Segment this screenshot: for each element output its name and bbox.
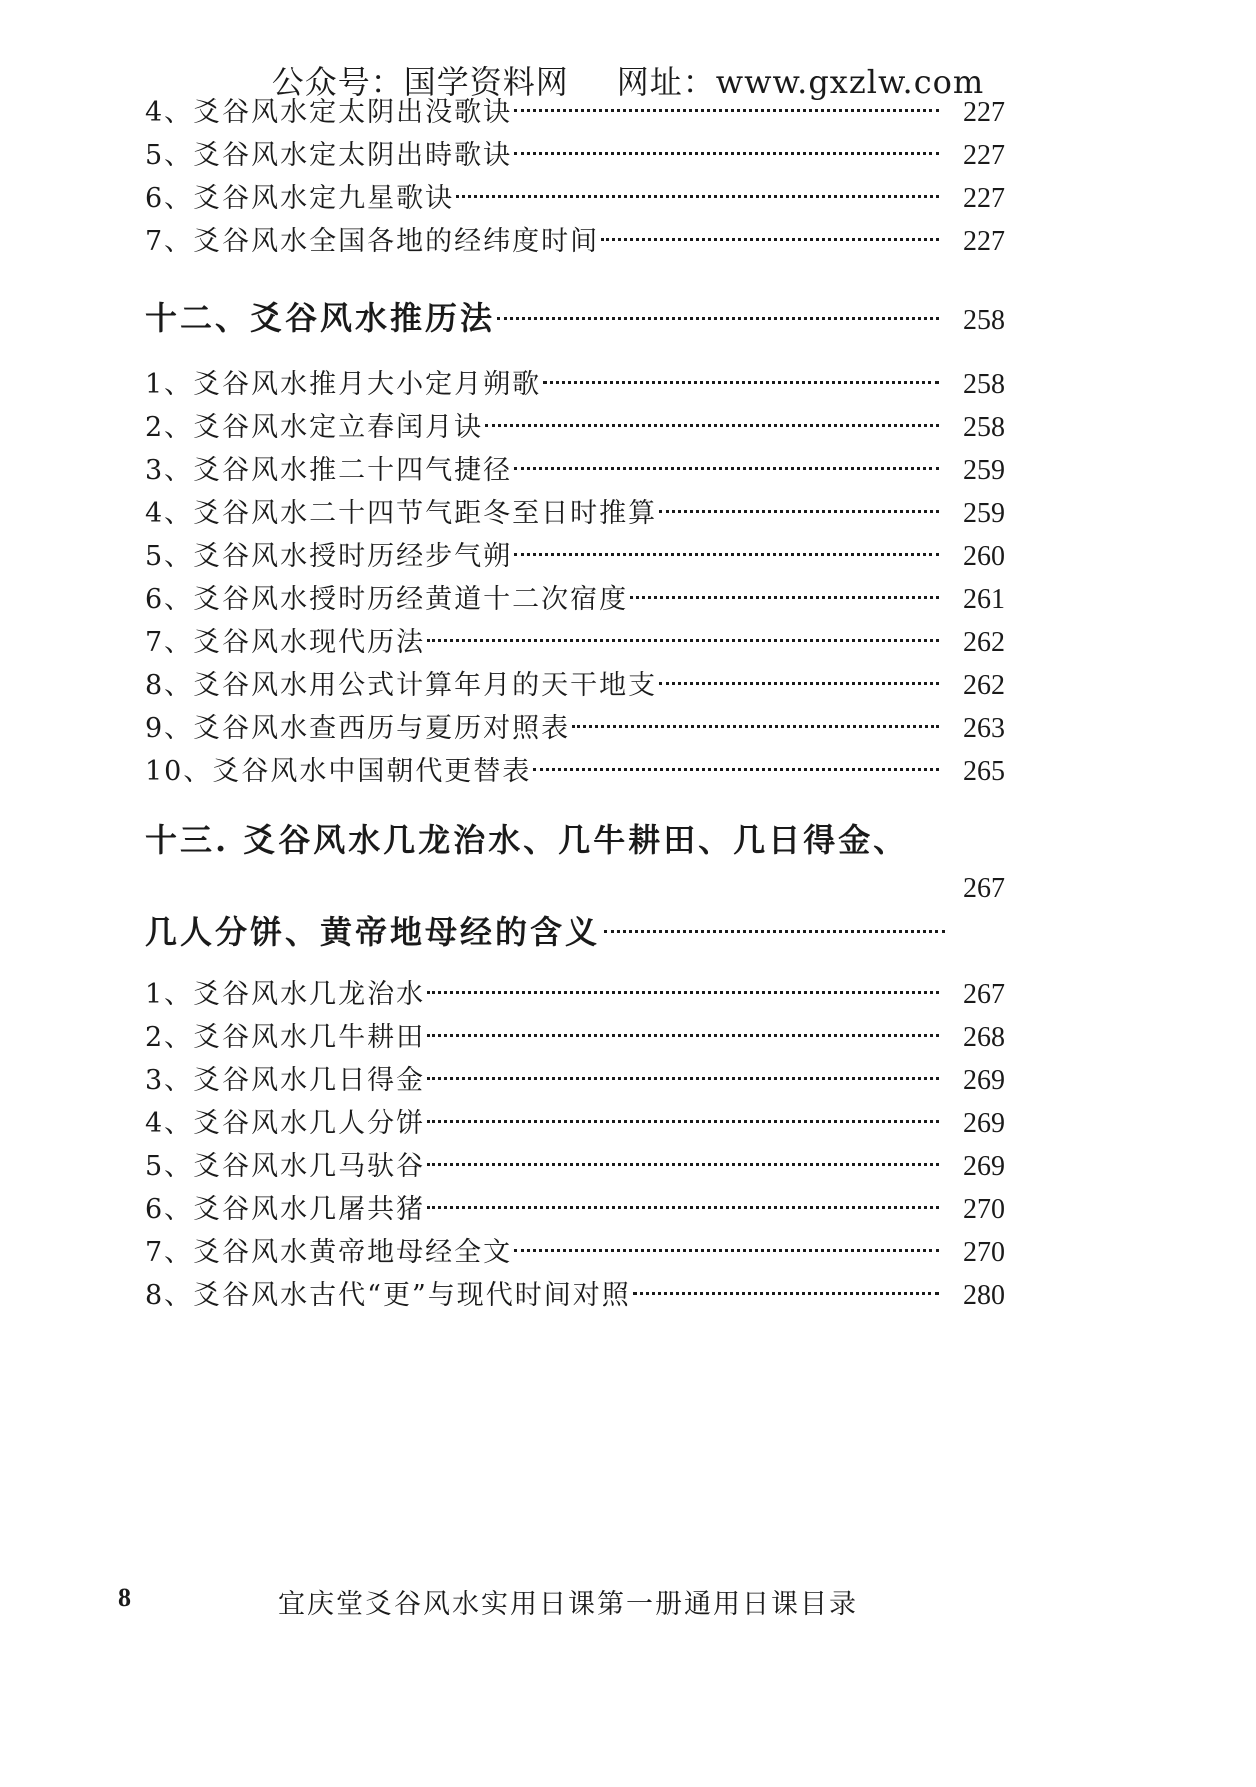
toc-section-heading [145,296,1005,340]
dot-leader [630,596,939,599]
toc-entry-page: 258 [963,412,1005,443]
toc-entry-page: 261 [963,584,1005,615]
dot-leader [497,317,939,320]
toc-entry [145,624,1005,662]
toc-entry-title: 7、爻谷风水现代历法 [145,627,426,658]
toc-entry-title: 1、爻谷风水几龙治水 [145,979,426,1010]
toc-entry [145,1191,1005,1229]
toc-entry [145,1019,1005,1057]
toc-entry [145,581,1005,619]
dot-leader [456,195,939,198]
dot-leader [514,109,939,112]
toc-entry-page: 262 [963,627,1005,658]
dot-leader [514,152,939,155]
toc-entry [145,1148,1005,1186]
dot-leader [514,553,939,556]
toc-entry [145,1105,1005,1143]
toc-entry-title: 9、爻谷风水查西历与夏历对照表 [145,713,571,744]
toc-entry-page: 227 [963,183,1005,214]
dot-leader [604,930,945,933]
dot-leader [485,424,939,427]
toc-entry-title: 7、爻谷风水全国各地的经纬度时间 [145,226,600,257]
toc-entry-page: 227 [963,226,1005,257]
toc-entry-title: 10、爻谷风水中国朝代更替表 [145,756,532,787]
toc-entry [145,710,1005,748]
dot-leader [659,682,939,685]
toc-entry [145,976,1005,1014]
toc-entry-page: 268 [963,1022,1005,1053]
toc-section-page: 258 [963,305,1005,336]
dot-leader [533,768,939,771]
toc-entry [145,366,1005,404]
toc-entry-page: 269 [963,1151,1005,1182]
toc-entry-page: 227 [963,140,1005,171]
dot-leader [601,238,939,241]
dot-leader [633,1292,939,1295]
toc-entry-page: 263 [963,713,1005,744]
toc-entry-title: 6、爻谷风水几屠共猪 [145,1194,426,1225]
toc-entry [145,94,1005,132]
toc-entry [145,452,1005,490]
dot-leader [427,1034,939,1037]
dot-leader [427,1206,939,1209]
toc-section-heading-line2 [145,910,945,954]
toc-entry-page: 262 [963,670,1005,701]
toc-section-title: 十二、爻谷风水推历法 [145,299,496,337]
toc-entry-title: 2、爻谷风水几牛耕田 [145,1022,426,1053]
toc-entry [145,538,1005,576]
toc-entry [145,180,1005,218]
toc-entry-page: 227 [963,97,1005,128]
toc-entry-page: 269 [963,1065,1005,1096]
toc-entry-page: 258 [963,369,1005,400]
toc-entry [145,1062,1005,1100]
toc-entry-title: 6、爻谷风水授时历经黄道十二次宿度 [145,584,629,615]
toc-entry-page: 259 [963,498,1005,529]
toc-entry-page: 260 [963,541,1005,572]
toc-entry-page: 280 [963,1280,1005,1311]
toc-entry [145,667,1005,705]
toc-entry [145,495,1005,533]
dot-leader [543,381,939,384]
dot-leader [427,1077,939,1080]
toc-entry-page: 269 [963,1108,1005,1139]
toc-entry-title: 4、爻谷风水二十四节气距冬至日时推算 [145,498,658,529]
website-address: 网址：www.gxzlw.com [616,63,985,101]
toc-entry-title: 6、爻谷风水定九星歌诀 [145,183,455,214]
toc-entry-title: 3、爻谷风水推二十四气捷径 [145,455,513,486]
toc-entry-page: 270 [963,1237,1005,1268]
toc-entry [145,1277,1005,1315]
wechat-account: 公众号：国学资料网 [271,63,569,101]
dot-leader [514,1249,939,1252]
toc-entry-page: 270 [963,1194,1005,1225]
toc-entry-title: 4、爻谷风水几人分饼 [145,1108,426,1139]
dot-leader [427,1120,939,1123]
toc-entry-title: 3、爻谷风水几日得金 [145,1065,426,1096]
toc-section-page: 267 [963,873,1005,904]
toc-entry [145,223,1005,261]
toc-entry-page: 267 [963,979,1005,1010]
toc-entry-title: 4、爻谷风水定太阴出没歌诀 [145,97,513,128]
toc-entry [145,1234,1005,1272]
dot-leader [427,991,939,994]
toc-entry [145,409,1005,447]
toc-entry-title: 5、爻谷风水几马驮谷 [145,1151,426,1182]
toc-entry-title: 8、爻谷风水古代“更”与现代时间对照 [145,1280,631,1311]
toc-entry-title: 1、爻谷风水推月大小定月朔歌 [145,369,542,400]
toc-entry-page: 259 [963,455,1005,486]
dot-leader [427,1163,939,1166]
footer-page-number: 8 [118,1583,131,1612]
dot-leader [572,725,939,728]
dot-leader [659,510,939,513]
toc-entry [145,137,1005,175]
toc-entry-title: 2、爻谷风水定立春闰月诀 [145,412,484,443]
toc-section-heading-line1: 十三. 爻谷风水几龙治水、几牛耕田、几日得金、 [145,821,909,859]
toc-entry-page: 265 [963,756,1005,787]
toc-entry [145,753,1005,791]
dot-leader [427,639,939,642]
toc-entry-title: 8、爻谷风水用公式计算年月的天干地支 [145,670,658,701]
footer-book-title: 宜庆堂爻谷风水实用日课第一册通用日课目录 [278,1589,858,1620]
toc-entry-title: 5、爻谷风水定太阴出時歌诀 [145,140,513,171]
toc-entry-title: 5、爻谷风水授时历经步气朔 [145,541,513,572]
toc-section-title: 几人分饼、黄帝地母经的含义 [145,913,601,951]
toc-entry-title: 7、爻谷风水黄帝地母经全文 [145,1237,513,1268]
dot-leader [514,467,939,470]
